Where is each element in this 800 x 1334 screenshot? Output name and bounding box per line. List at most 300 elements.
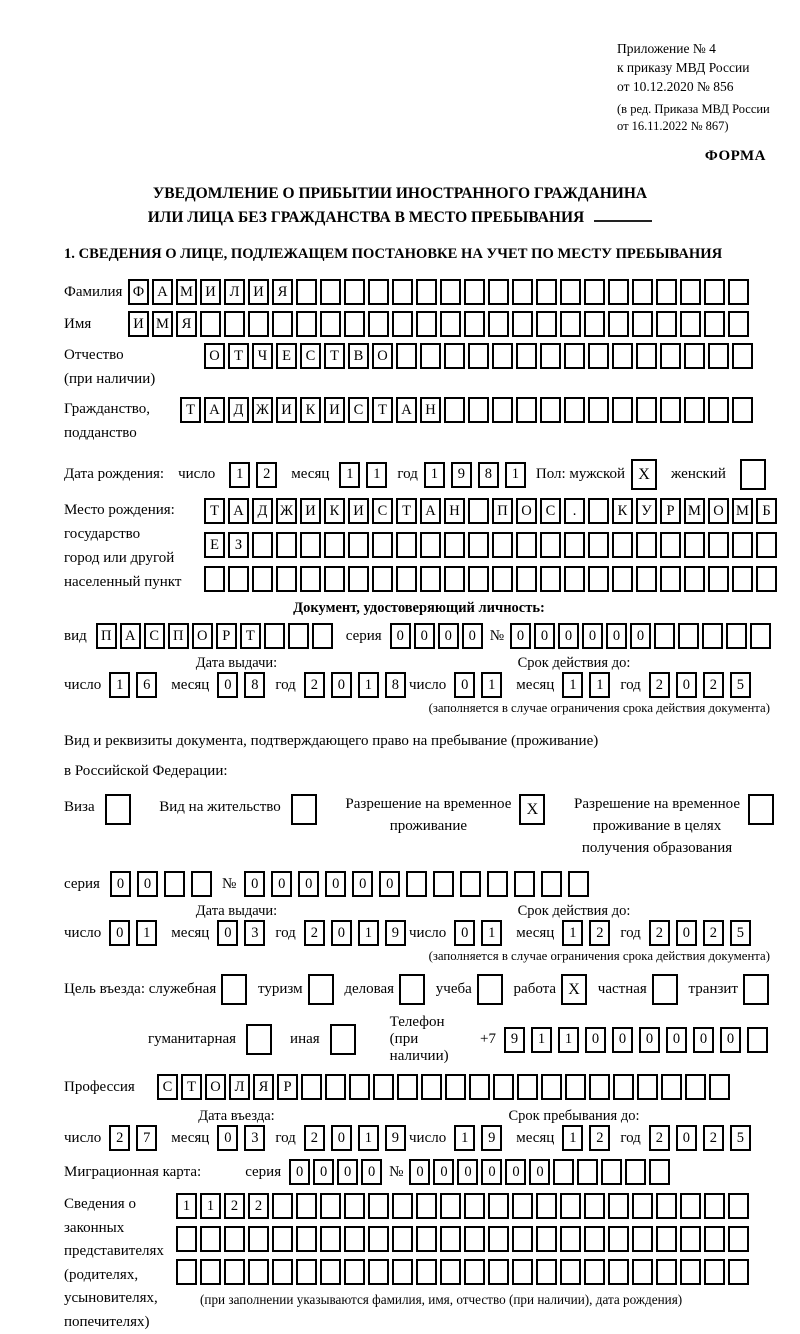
char-cell[interactable] (660, 343, 681, 369)
char-cell[interactable] (416, 279, 437, 305)
char-cell[interactable] (396, 566, 417, 592)
char-cell[interactable] (512, 311, 533, 337)
residence-permit-checkbox[interactable] (291, 794, 317, 825)
char-cell[interactable]: Д (228, 397, 249, 423)
char-cell[interactable] (325, 1074, 346, 1100)
char-cell[interactable] (680, 311, 701, 337)
char-cell[interactable]: 0 (271, 871, 292, 897)
char-cell[interactable] (708, 397, 729, 423)
char-cell[interactable] (406, 871, 427, 897)
char-cell[interactable]: 1 (589, 672, 610, 698)
char-cell[interactable]: 1 (424, 462, 445, 488)
char-cell[interactable]: 5 (730, 920, 751, 946)
char-cell[interactable] (512, 1226, 533, 1252)
char-cell[interactable]: 0 (606, 623, 627, 649)
char-cell[interactable]: Р (277, 1074, 298, 1100)
char-cell[interactable] (612, 532, 633, 558)
char-cell[interactable]: 0 (298, 871, 319, 897)
char-cell[interactable]: 0 (109, 920, 130, 946)
char-cell[interactable]: 2 (703, 672, 724, 698)
char-cell[interactable]: 1 (358, 1125, 379, 1151)
char-cell[interactable]: 0 (529, 1159, 550, 1185)
char-cell[interactable] (368, 311, 389, 337)
char-cell[interactable] (296, 279, 317, 305)
char-cell[interactable]: Я (272, 279, 293, 305)
char-cell[interactable]: Т (204, 498, 225, 524)
char-cell[interactable]: 0 (414, 623, 435, 649)
char-cell[interactable] (656, 311, 677, 337)
char-cell[interactable] (704, 279, 725, 305)
char-cell[interactable] (728, 279, 749, 305)
char-cell[interactable] (176, 1259, 197, 1285)
char-cell[interactable] (588, 343, 609, 369)
char-cell[interactable]: 1 (358, 920, 379, 946)
char-cell[interactable]: 0 (313, 1159, 334, 1185)
char-cell[interactable]: 5 (730, 672, 751, 698)
char-cell[interactable] (252, 566, 273, 592)
char-cell[interactable]: 0 (481, 1159, 502, 1185)
char-cell[interactable] (512, 279, 533, 305)
char-cell[interactable] (200, 1226, 221, 1252)
char-cell[interactable]: Ф (128, 279, 149, 305)
char-cell[interactable] (636, 343, 657, 369)
char-cell[interactable] (684, 343, 705, 369)
char-cell[interactable] (272, 1226, 293, 1252)
char-cell[interactable] (444, 397, 465, 423)
char-cell[interactable] (516, 397, 537, 423)
char-cell[interactable]: 8 (244, 672, 265, 698)
char-cell[interactable]: 2 (649, 1125, 670, 1151)
char-cell[interactable] (756, 532, 777, 558)
char-cell[interactable] (613, 1074, 634, 1100)
char-cell[interactable] (612, 397, 633, 423)
char-cell[interactable]: Р (660, 498, 681, 524)
char-cell[interactable] (301, 1074, 322, 1100)
char-cell[interactable]: 5 (730, 1125, 751, 1151)
char-cell[interactable]: 0 (337, 1159, 358, 1185)
char-cell[interactable] (320, 1259, 341, 1285)
char-cell[interactable] (732, 566, 753, 592)
char-cell[interactable]: 8 (385, 672, 406, 698)
char-cell[interactable] (702, 623, 723, 649)
char-cell[interactable]: 1 (200, 1193, 221, 1219)
char-cell[interactable] (488, 1226, 509, 1252)
char-cell[interactable] (540, 397, 561, 423)
char-cell[interactable]: 0 (639, 1027, 660, 1053)
char-cell[interactable] (296, 1226, 317, 1252)
char-cell[interactable]: Н (420, 397, 441, 423)
char-cell[interactable]: 0 (510, 623, 531, 649)
char-cell[interactable]: 1 (562, 920, 583, 946)
purpose-work-checkbox[interactable]: X (561, 974, 587, 1005)
char-cell[interactable]: 0 (379, 871, 400, 897)
char-cell[interactable]: О (192, 623, 213, 649)
char-cell[interactable]: Л (229, 1074, 250, 1100)
char-cell[interactable]: О (516, 498, 537, 524)
char-cell[interactable] (560, 1226, 581, 1252)
char-cell[interactable] (469, 1074, 490, 1100)
char-cell[interactable] (728, 311, 749, 337)
char-cell[interactable]: 1 (505, 462, 526, 488)
char-cell[interactable]: 7 (136, 1125, 157, 1151)
char-cell[interactable] (680, 1193, 701, 1219)
char-cell[interactable]: Т (228, 343, 249, 369)
char-cell[interactable]: 2 (703, 920, 724, 946)
char-cell[interactable]: Ж (276, 498, 297, 524)
char-cell[interactable] (191, 871, 212, 897)
char-cell[interactable] (372, 566, 393, 592)
char-cell[interactable] (416, 1259, 437, 1285)
char-cell[interactable] (632, 1226, 653, 1252)
char-cell[interactable]: С (144, 623, 165, 649)
char-cell[interactable]: Л (224, 279, 245, 305)
char-cell[interactable]: В (348, 343, 369, 369)
char-cell[interactable] (296, 311, 317, 337)
char-cell[interactable] (468, 343, 489, 369)
char-cell[interactable]: 0 (676, 1125, 697, 1151)
purpose-business-checkbox[interactable] (399, 974, 425, 1005)
char-cell[interactable] (396, 343, 417, 369)
char-cell[interactable]: Т (180, 397, 201, 423)
char-cell[interactable]: Т (181, 1074, 202, 1100)
char-cell[interactable]: 2 (304, 920, 325, 946)
char-cell[interactable] (577, 1159, 598, 1185)
char-cell[interactable] (348, 566, 369, 592)
char-cell[interactable]: Д (252, 498, 273, 524)
char-cell[interactable]: Р (216, 623, 237, 649)
char-cell[interactable]: 2 (248, 1193, 269, 1219)
char-cell[interactable] (492, 566, 513, 592)
char-cell[interactable]: 1 (229, 462, 250, 488)
char-cell[interactable]: 0 (217, 920, 238, 946)
char-cell[interactable]: 0 (582, 623, 603, 649)
char-cell[interactable] (324, 532, 345, 558)
char-cell[interactable] (516, 532, 537, 558)
char-cell[interactable] (440, 311, 461, 337)
char-cell[interactable]: 2 (649, 920, 670, 946)
char-cell[interactable]: И (300, 498, 321, 524)
purpose-study-checkbox[interactable] (477, 974, 503, 1005)
char-cell[interactable] (588, 397, 609, 423)
char-cell[interactable] (656, 1259, 677, 1285)
char-cell[interactable] (488, 1259, 509, 1285)
char-cell[interactable]: 2 (649, 672, 670, 698)
char-cell[interactable] (344, 311, 365, 337)
char-cell[interactable]: 0 (438, 623, 459, 649)
char-cell[interactable] (726, 623, 747, 649)
char-cell[interactable] (440, 279, 461, 305)
char-cell[interactable]: Т (372, 397, 393, 423)
char-cell[interactable] (373, 1074, 394, 1100)
char-cell[interactable]: О (372, 343, 393, 369)
char-cell[interactable]: 1 (136, 920, 157, 946)
char-cell[interactable]: О (205, 1074, 226, 1100)
char-cell[interactable] (632, 1259, 653, 1285)
char-cell[interactable]: З (228, 532, 249, 558)
char-cell[interactable] (636, 397, 657, 423)
char-cell[interactable] (728, 1226, 749, 1252)
char-cell[interactable]: 1 (481, 920, 502, 946)
char-cell[interactable] (392, 279, 413, 305)
char-cell[interactable] (349, 1074, 370, 1100)
char-cell[interactable] (560, 311, 581, 337)
char-cell[interactable]: 9 (451, 462, 472, 488)
char-cell[interactable] (704, 1259, 725, 1285)
char-cell[interactable] (512, 1259, 533, 1285)
char-cell[interactable] (488, 1193, 509, 1219)
char-cell[interactable]: 0 (433, 1159, 454, 1185)
char-cell[interactable]: 0 (325, 871, 346, 897)
purpose-private-checkbox[interactable] (652, 974, 678, 1005)
char-cell[interactable]: 0 (462, 623, 483, 649)
char-cell[interactable]: М (732, 498, 753, 524)
char-cell[interactable] (344, 1259, 365, 1285)
char-cell[interactable]: 0 (361, 1159, 382, 1185)
char-cell[interactable] (649, 1159, 670, 1185)
char-cell[interactable] (164, 871, 185, 897)
char-cell[interactable]: Е (276, 343, 297, 369)
char-cell[interactable] (728, 1193, 749, 1219)
char-cell[interactable] (708, 343, 729, 369)
char-cell[interactable]: А (228, 498, 249, 524)
sex-female-checkbox[interactable] (740, 459, 766, 490)
char-cell[interactable]: 2 (224, 1193, 245, 1219)
char-cell[interactable] (678, 623, 699, 649)
sex-male-checkbox[interactable]: X (631, 459, 657, 490)
char-cell[interactable]: И (200, 279, 221, 305)
char-cell[interactable] (564, 532, 585, 558)
char-cell[interactable] (684, 532, 705, 558)
char-cell[interactable] (756, 566, 777, 592)
char-cell[interactable]: Я (253, 1074, 274, 1100)
char-cell[interactable]: 2 (304, 1125, 325, 1151)
char-cell[interactable] (564, 566, 585, 592)
char-cell[interactable]: И (248, 279, 269, 305)
char-cell[interactable]: К (300, 397, 321, 423)
purpose-other-checkbox[interactable] (330, 1024, 356, 1055)
char-cell[interactable]: 1 (109, 672, 130, 698)
char-cell[interactable] (248, 311, 269, 337)
char-cell[interactable] (264, 623, 285, 649)
char-cell[interactable] (612, 343, 633, 369)
char-cell[interactable]: М (176, 279, 197, 305)
char-cell[interactable]: Т (396, 498, 417, 524)
char-cell[interactable]: 9 (385, 1125, 406, 1151)
char-cell[interactable] (444, 343, 465, 369)
char-cell[interactable]: 9 (504, 1027, 525, 1053)
char-cell[interactable]: 2 (589, 1125, 610, 1151)
char-cell[interactable] (704, 1226, 725, 1252)
temp-residence-checkbox[interactable]: X (519, 794, 545, 825)
char-cell[interactable]: О (708, 498, 729, 524)
char-cell[interactable]: И (128, 311, 149, 337)
char-cell[interactable]: Н (444, 498, 465, 524)
visa-checkbox[interactable] (105, 794, 131, 825)
char-cell[interactable] (588, 566, 609, 592)
char-cell[interactable]: 1 (562, 672, 583, 698)
char-cell[interactable] (397, 1074, 418, 1100)
char-cell[interactable]: К (324, 498, 345, 524)
char-cell[interactable]: 0 (390, 623, 411, 649)
char-cell[interactable]: 0 (217, 672, 238, 698)
char-cell[interactable]: 0 (331, 1125, 352, 1151)
char-cell[interactable] (420, 566, 441, 592)
char-cell[interactable]: 0 (289, 1159, 310, 1185)
char-cell[interactable] (747, 1027, 768, 1053)
char-cell[interactable] (392, 1193, 413, 1219)
char-cell[interactable] (420, 343, 441, 369)
char-cell[interactable]: 0 (676, 672, 697, 698)
char-cell[interactable] (421, 1074, 442, 1100)
char-cell[interactable] (709, 1074, 730, 1100)
char-cell[interactable] (392, 1226, 413, 1252)
char-cell[interactable] (608, 279, 629, 305)
char-cell[interactable] (464, 279, 485, 305)
char-cell[interactable] (368, 1193, 389, 1219)
char-cell[interactable] (517, 1074, 538, 1100)
char-cell[interactable] (608, 1259, 629, 1285)
char-cell[interactable] (204, 566, 225, 592)
char-cell[interactable]: 0 (457, 1159, 478, 1185)
char-cell[interactable]: Б (756, 498, 777, 524)
char-cell[interactable] (464, 1259, 485, 1285)
char-cell[interactable]: С (372, 498, 393, 524)
char-cell[interactable] (312, 623, 333, 649)
char-cell[interactable] (288, 623, 309, 649)
char-cell[interactable] (661, 1074, 682, 1100)
char-cell[interactable]: А (120, 623, 141, 649)
char-cell[interactable]: 1 (454, 1125, 475, 1151)
char-cell[interactable] (680, 279, 701, 305)
char-cell[interactable]: О (204, 343, 225, 369)
char-cell[interactable] (488, 279, 509, 305)
char-cell[interactable]: 1 (339, 462, 360, 488)
char-cell[interactable] (540, 532, 561, 558)
char-cell[interactable] (348, 532, 369, 558)
char-cell[interactable] (445, 1074, 466, 1100)
char-cell[interactable] (344, 1226, 365, 1252)
char-cell[interactable]: 0 (505, 1159, 526, 1185)
char-cell[interactable]: 1 (358, 672, 379, 698)
char-cell[interactable] (224, 1226, 245, 1252)
char-cell[interactable]: П (96, 623, 117, 649)
char-cell[interactable]: Я (176, 311, 197, 337)
char-cell[interactable] (704, 1193, 725, 1219)
char-cell[interactable] (416, 1226, 437, 1252)
char-cell[interactable]: 9 (385, 920, 406, 946)
char-cell[interactable]: 0 (110, 871, 131, 897)
char-cell[interactable]: 0 (352, 871, 373, 897)
char-cell[interactable]: 0 (409, 1159, 430, 1185)
char-cell[interactable] (460, 871, 481, 897)
char-cell[interactable] (536, 1193, 557, 1219)
char-cell[interactable] (324, 566, 345, 592)
char-cell[interactable]: С (540, 498, 561, 524)
char-cell[interactable] (536, 279, 557, 305)
char-cell[interactable] (433, 871, 454, 897)
char-cell[interactable] (396, 532, 417, 558)
char-cell[interactable] (656, 279, 677, 305)
char-cell[interactable] (660, 532, 681, 558)
char-cell[interactable] (468, 532, 489, 558)
char-cell[interactable]: 1 (481, 672, 502, 698)
char-cell[interactable] (320, 279, 341, 305)
purpose-transit-checkbox[interactable] (743, 974, 769, 1005)
char-cell[interactable] (320, 1193, 341, 1219)
char-cell[interactable] (704, 311, 725, 337)
char-cell[interactable] (296, 1259, 317, 1285)
char-cell[interactable] (632, 1193, 653, 1219)
char-cell[interactable]: С (300, 343, 321, 369)
char-cell[interactable]: И (324, 397, 345, 423)
char-cell[interactable] (248, 1259, 269, 1285)
char-cell[interactable] (228, 566, 249, 592)
char-cell[interactable] (685, 1074, 706, 1100)
char-cell[interactable] (540, 566, 561, 592)
char-cell[interactable]: 1 (366, 462, 387, 488)
char-cell[interactable] (440, 1226, 461, 1252)
char-cell[interactable]: П (492, 498, 513, 524)
char-cell[interactable] (516, 566, 537, 592)
char-cell[interactable]: А (396, 397, 417, 423)
char-cell[interactable]: 2 (256, 462, 277, 488)
char-cell[interactable] (252, 532, 273, 558)
char-cell[interactable] (680, 1226, 701, 1252)
char-cell[interactable]: 2 (589, 920, 610, 946)
char-cell[interactable] (632, 311, 653, 337)
char-cell[interactable] (392, 1259, 413, 1285)
char-cell[interactable] (541, 1074, 562, 1100)
char-cell[interactable] (536, 1259, 557, 1285)
char-cell[interactable] (553, 1159, 574, 1185)
char-cell[interactable] (468, 397, 489, 423)
char-cell[interactable] (440, 1193, 461, 1219)
purpose-tourism-checkbox[interactable] (308, 974, 334, 1005)
char-cell[interactable] (732, 343, 753, 369)
char-cell[interactable]: 2 (703, 1125, 724, 1151)
char-cell[interactable]: 0 (666, 1027, 687, 1053)
char-cell[interactable]: У (636, 498, 657, 524)
char-cell[interactable] (560, 1193, 581, 1219)
char-cell[interactable]: 0 (331, 920, 352, 946)
char-cell[interactable] (588, 532, 609, 558)
char-cell[interactable] (564, 397, 585, 423)
char-cell[interactable] (200, 311, 221, 337)
char-cell[interactable] (732, 397, 753, 423)
char-cell[interactable]: 8 (478, 462, 499, 488)
char-cell[interactable]: Ч (252, 343, 273, 369)
char-cell[interactable] (568, 871, 589, 897)
char-cell[interactable]: 0 (676, 920, 697, 946)
char-cell[interactable]: И (348, 498, 369, 524)
char-cell[interactable]: М (684, 498, 705, 524)
char-cell[interactable] (320, 311, 341, 337)
char-cell[interactable] (416, 1193, 437, 1219)
char-cell[interactable] (541, 871, 562, 897)
char-cell[interactable] (684, 566, 705, 592)
char-cell[interactable] (464, 1226, 485, 1252)
char-cell[interactable] (344, 1193, 365, 1219)
char-cell[interactable]: К (612, 498, 633, 524)
char-cell[interactable] (444, 532, 465, 558)
char-cell[interactable] (516, 343, 537, 369)
char-cell[interactable] (514, 871, 535, 897)
char-cell[interactable] (368, 1259, 389, 1285)
char-cell[interactable] (492, 343, 513, 369)
char-cell[interactable] (728, 1259, 749, 1285)
char-cell[interactable]: 1 (531, 1027, 552, 1053)
char-cell[interactable] (660, 566, 681, 592)
